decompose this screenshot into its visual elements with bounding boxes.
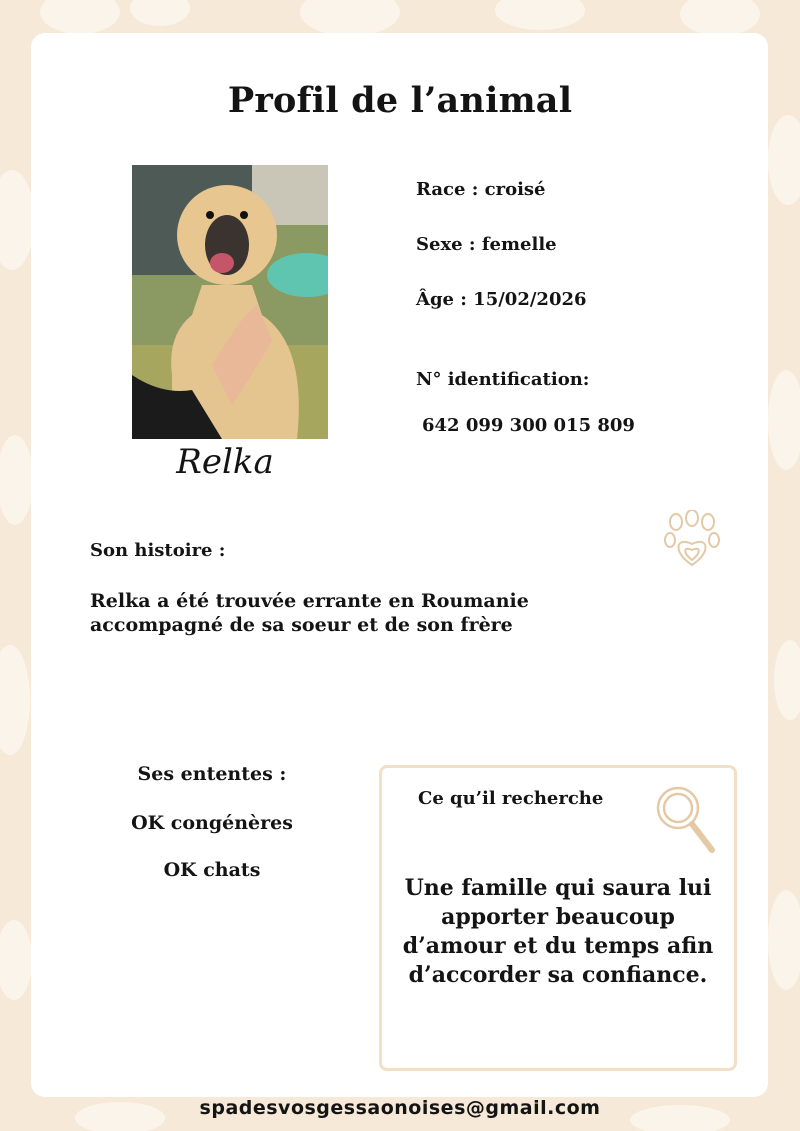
story-line: Relka a été trouvée errante en Roumanie: [90, 590, 529, 612]
entente-item: OK chats: [163, 859, 261, 881]
story-text: [90, 589, 610, 637]
age-text: Âge : 15/02/2026: [416, 289, 587, 310]
recherche-box: [379, 765, 737, 1071]
identification-number: 642 099 300 015 809: [422, 415, 635, 436]
contact-email[interactable]: spadesvosgessaonoises@gmail.com: [199, 1097, 601, 1119]
recherche-line: Une famille qui saura lui: [404, 875, 712, 901]
entente-item: OK congénères: [131, 812, 293, 834]
recherche-line: apporter beaucoup: [441, 904, 675, 930]
animal-photo: [132, 165, 328, 439]
story-title: Son histoire :: [90, 540, 226, 561]
ententes-title: Ses ententes :: [137, 763, 287, 785]
identification-label: N° identification:: [416, 369, 590, 390]
story-line: accompagné de sa soeur et de son frère: [90, 614, 513, 636]
paw-heart-icon: [662, 510, 722, 570]
magnifier-icon: [654, 784, 718, 856]
recherche-text: [382, 874, 734, 990]
page-title: Profil de l’animal: [227, 80, 573, 121]
animal-name: Relka: [176, 442, 274, 482]
recherche-title: Ce qu’il recherche: [418, 788, 604, 809]
sexe-text: Sexe : femelle: [416, 234, 557, 255]
recherche-line: d’accorder sa confiance.: [408, 962, 708, 988]
race-text: Race : croisé: [416, 179, 546, 200]
recherche-line: d’amour et du temps afin: [402, 933, 714, 959]
